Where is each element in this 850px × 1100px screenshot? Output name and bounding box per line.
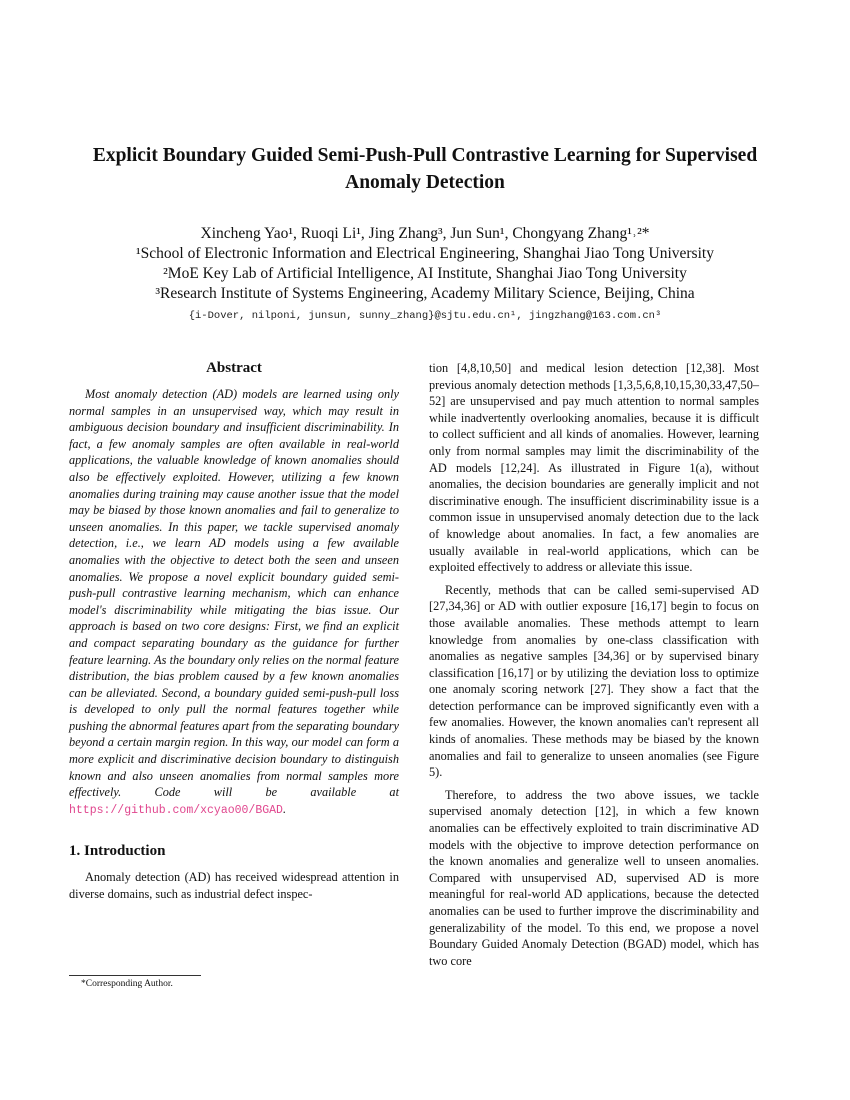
footnote-text: *Corresponding Author. — [81, 979, 173, 989]
affiliation-2: ²MoE Key Lab of Artificial Intelligence, AI Institute, Shanghai Jiao Tong University — [163, 265, 687, 282]
affiliation-3: ³Research Institute of Systems Engineering, Academy Military Science, Beijing, China — [155, 285, 695, 302]
author-list: Xincheng Yao¹, Ruoqi Li¹, Jing Zhang³, Jun Sun¹, Chongyang Zhang¹˒²* — [200, 225, 650, 242]
affiliation-1: ¹School of Electronic Information and Electrical Engineering, Shanghai Jiao Tong University — [136, 245, 714, 262]
author-block — [40, 224, 810, 326]
footnote — [69, 975, 399, 989]
left-column — [69, 358, 399, 909]
abstract-heading: Abstract — [206, 360, 262, 376]
intro-paragraph-1: Anomaly detection (AD) has received widespread attention in diverse domains, such as industrial defect inspec- — [69, 870, 399, 902]
footnote-rule — [69, 975, 201, 976]
intro-paragraph-4: Therefore, to address the two above issues, we tackle supervised anomaly detection [12], in which a few known anomalies can be effectively exploited to train discriminative AD models with the objective to improve detection performance on the known anomalies and generalize well to unseen anomalies. Compared with unsupervised AD, supervised AD is more meaningful for real-world AD applications, because the detected anomalies can be used to further improve the discriminability and generalizability of the model. To this end, we propose a novel Boundary Guided Anomaly Detection (BGAD) model, which has two core — [429, 787, 759, 968]
intro-paragraph-2: tion [4,8,10,50] and medical lesion detection [12,38]. Most previous anomaly detection methods [1,3,5,6,8,10,15,30,33,47,50–52] are unsupervised and pay much attention to normal samples while inadvertently overlooking anomalies, because it is difficult to collect sufficient and all kinds of anomalies. However, learning only from normal samples may limit the discriminability of the AD models [12,24]. As illustrated in Figure 1(a), without anomalies, the decision boundaries are generally implicit and not discriminative enough. The insufficient discriminability issue is a common issue in unsupervised anomaly detection due to the lack of knowledge about anomalies. In fact, a few anomalies are usually available in real-world applications, which can be exploited effectively to address or alleviate this issue. — [429, 361, 759, 575]
section-heading-introduction: 1. Introduction — [69, 843, 166, 860]
right-column — [429, 360, 759, 975]
author-emails: {i-Dover, nilponi, junsun, sunny_zhang}@sjtu.edu.cn¹, jingzhang@163.com.cn³ — [188, 310, 662, 322]
abstract-text: Most anomaly detection (AD) models are learned using only normal samples in an unsupervised way, which may result in ambiguous decision boundary and insufficient discriminability. In fact, a few anomaly samples are often available in real-world applications, the valuable knowledge of known anomalies should also be effectively exploited. However, utilizing a few known anomalies during training may cause another issue that the model may be biased by those known anomalies and fail to generalize to unseen anomalies. In this paper, we tackle supervised anomaly detection, i.e., we learn AD models using a few available anomalies with the objective to detect both the seen and unseen anomalies. We propose a novel explicit boundary guided semi-push-pull contrastive learning mechanism, which can enhance model's discriminability while mitigating the bias issue. Our approach is based on two core designs: First, we find an explicit and compact separating boundary as the guidance for further feature learning. As the boundary only relies on the normal feature distribution, the bias problem caused by a few known anomalies can be alleviated. Second, a boundary guided semi-push-pull loss is developed to only pull the normal features together while pushing the abnormal features apart from the separating boundary beyond a certain margin region. In this way, our model can form a more explicit and discriminative decision boundary to distinguish known and also unseen anomalies from normal samples more effectively. Code will be available at https://github.com/xcyao00/BGAD. — [69, 387, 399, 817]
paper-title: Explicit Boundary Guided Semi-Push-Pull Contrastive Learning for Supervised Anomaly Detection — [92, 145, 758, 193]
intro-paragraph-3: Recently, methods that can be called semi-supervised AD [27,34,36] or AD with outlier exposure [16,17] begin to focus on those available anomalies. These methods attempt to learn knowledge from anomalies by one-class classification with anomalies as negative samples [34,36] or by supervised binary classification [16,17] or by utilizing the deviation loss to optimize one anomaly scoring network [27]. They show a fact that the detection performance can be improved significantly even with a few anomalies. However, the known anomalies can't represent all kinds of anomalies. These methods may be biased by the known anomalies and fail to generalize to unseen anomalies (see Figure 5). — [429, 582, 759, 780]
code-link[interactable]: https://github.com/xcyao00/BGAD — [69, 803, 283, 817]
